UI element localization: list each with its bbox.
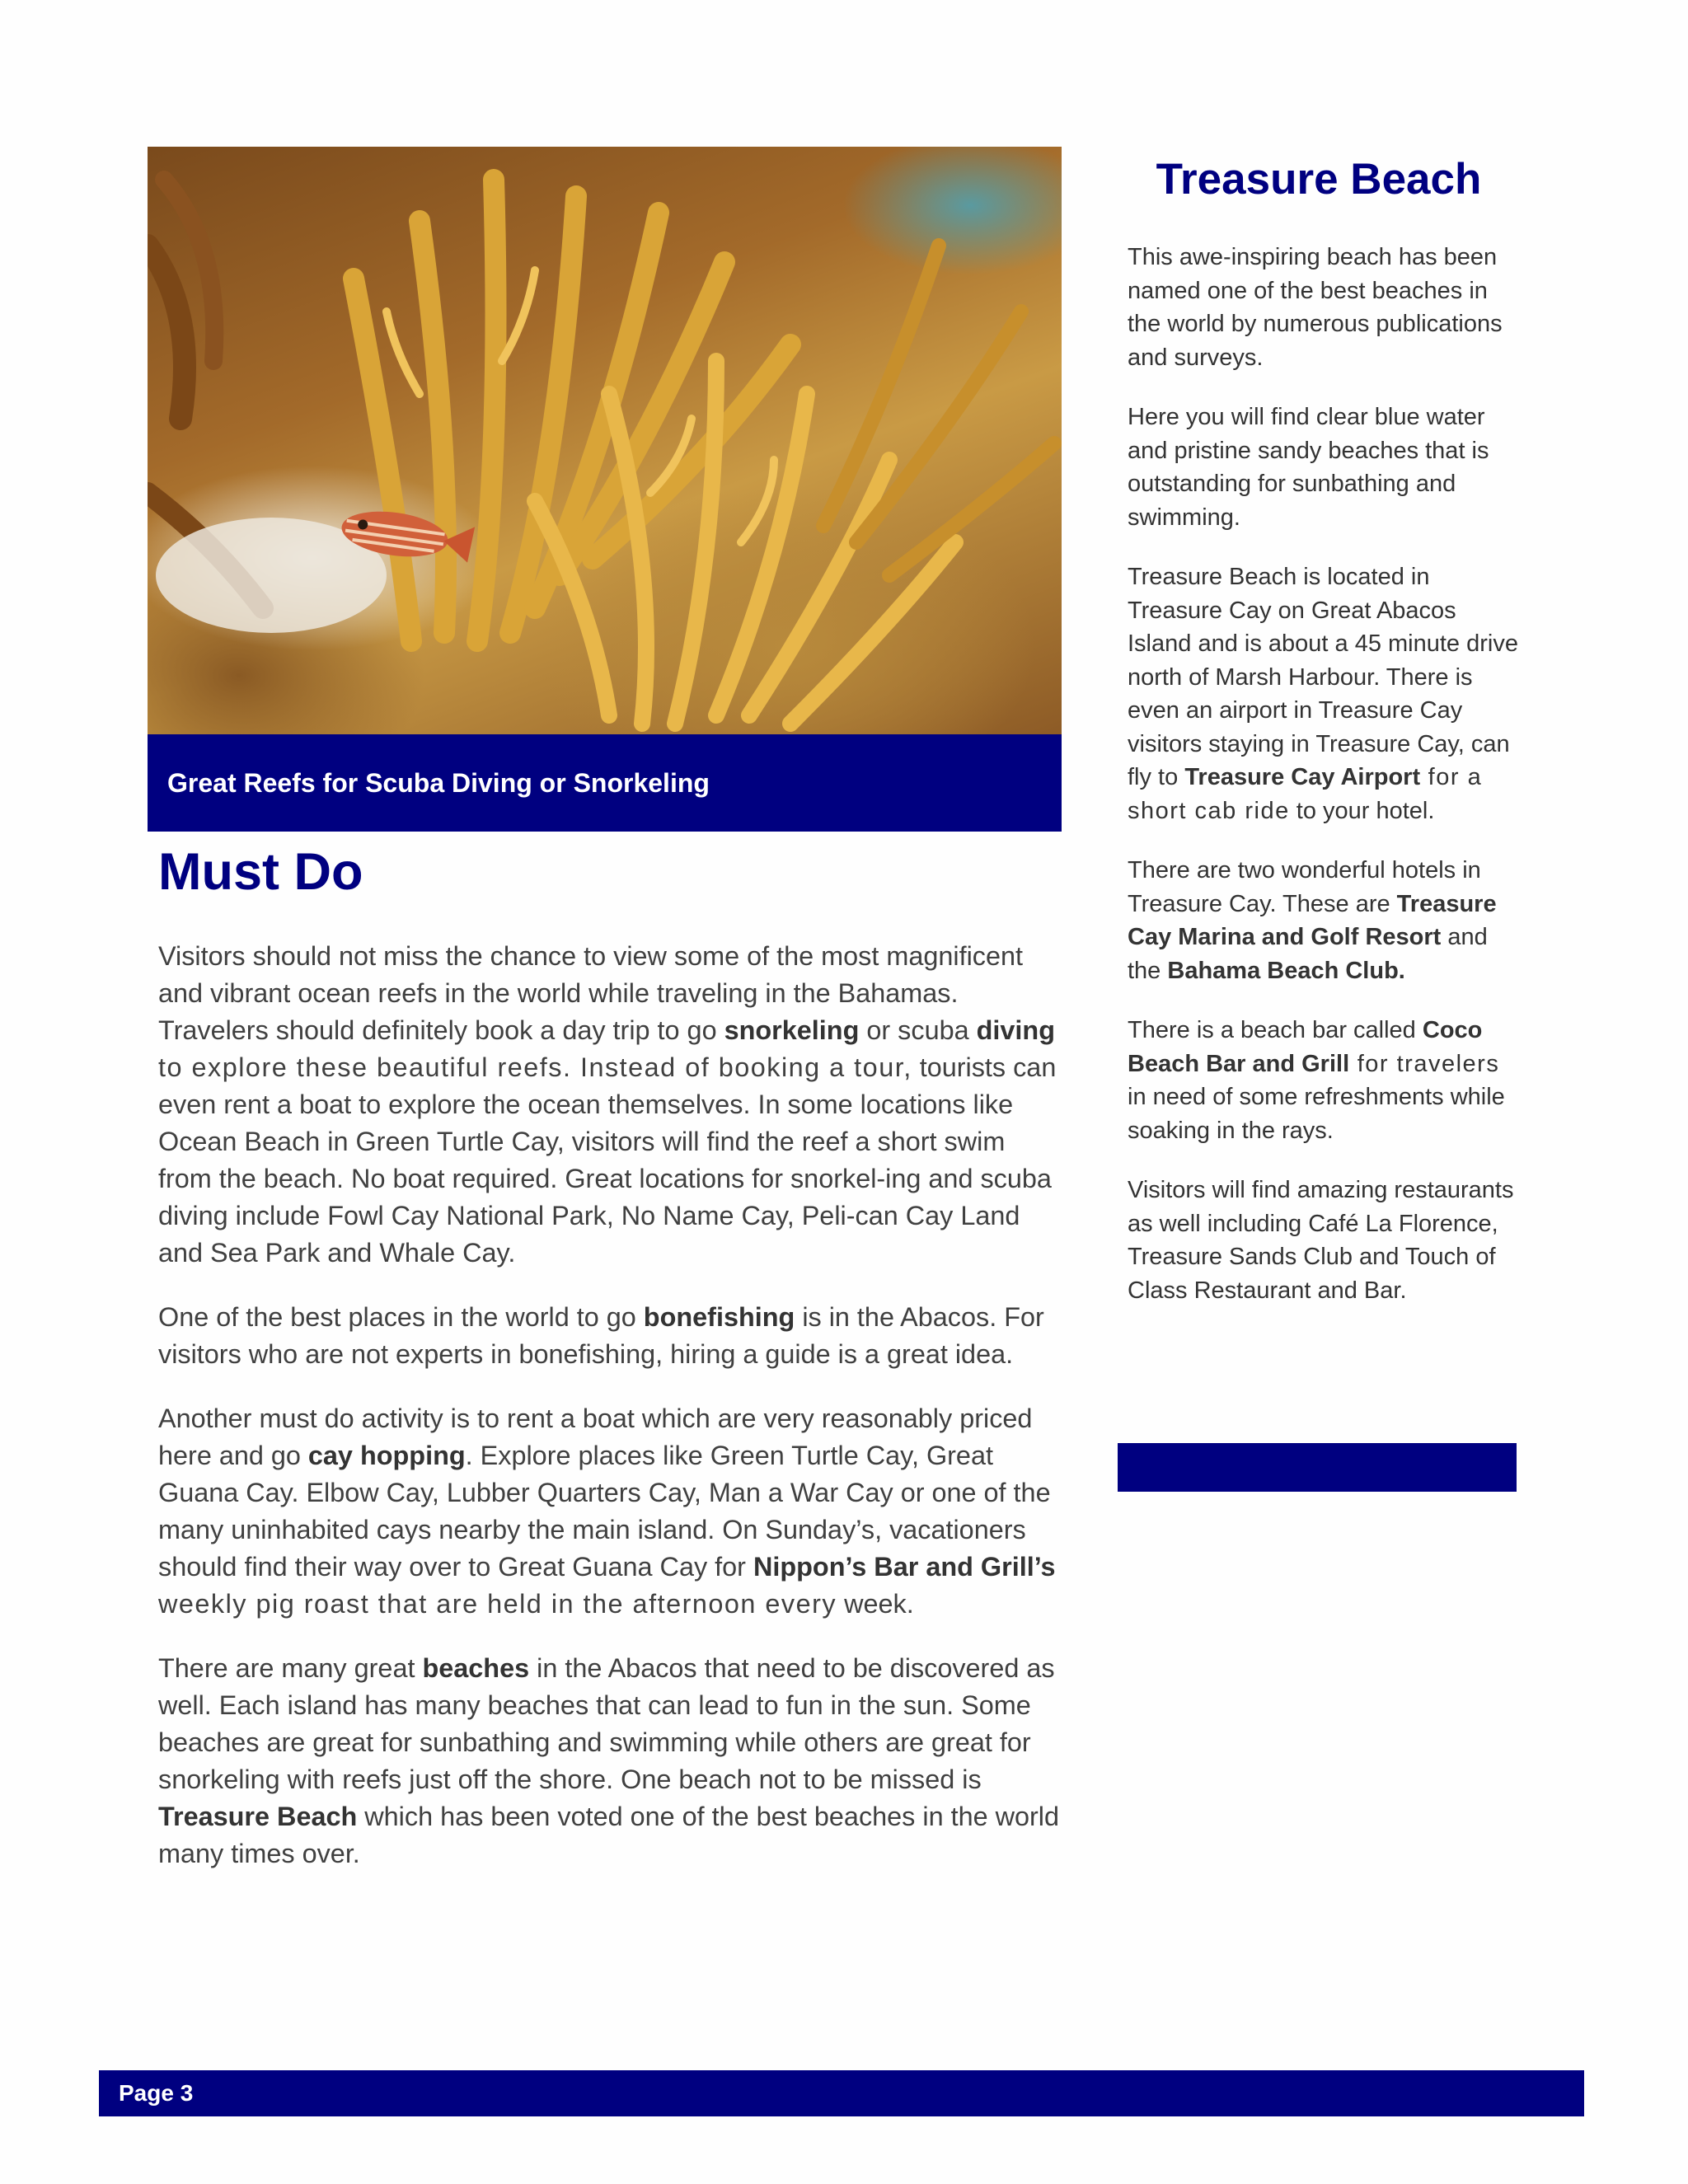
main-heading: Must Do: [158, 843, 363, 901]
main-article: [158, 938, 1065, 1900]
sidebar-heading: Treasure Beach: [1156, 155, 1482, 204]
paragraph-bonefishing: One of the best places in the world to go bonefishing is in the Abacos. For visitors who are not experts in bonefishing, hiring a guide is a great idea.: [158, 1302, 1044, 1369]
sidebar-paragraph-location: Treasure Beach is located in Treasure Cay on Great Abacos Island and is about a 45 minute drive north of Marsh Harbour. There is even an airport in Treasure Cay visitors staying in Treasure Cay, can fly to Treasure Cay Airport for a short cab ride to your hotel.: [1128, 564, 1518, 824]
bonefishing-bold: bonefishing: [643, 1302, 795, 1332]
sidebar-paragraph-restaurants: Visitors will find amazing restaurants as well including Café La Florence, Treasure Sands Club and Touch of Class Restaurant and Bar.: [1128, 1177, 1514, 1304]
paragraph-snorkeling: Visitors should not miss the chance to view some of the most magnificent and vibrant ocean reefs in the world while traveling in the Bahamas. Travelers should definitely book a day trip to go snorkeling or scuba diving to explore these beautiful reefs. Instead of booking a tour, tourists can even rent a boat to explore the ocean themselves. In some locations like Ocean Beach in Green Turtle Cay, visitors will find the reef a short swim from the beach. No boat required. Great locations for snorkel-ing and scuba diving include Fowl Cay National Park, No Name Cay, Peli-can Cay Land and Sea Park and Whale Cay.: [158, 941, 1057, 1268]
footer-bar: [99, 2070, 1584, 2116]
beaches-bold: beaches: [422, 1653, 530, 1683]
reef-illustration: [148, 147, 1062, 734]
coco-bar-bold: Coco Beach Bar and Grill: [1128, 1017, 1483, 1077]
cay-hopping-bold: cay hopping: [307, 1441, 466, 1470]
page-number: Page 3: [119, 2080, 194, 2106]
treasure-beach-bold: Treasure Beach: [158, 1802, 358, 1831]
airport-bold: Treasure Cay Airport: [1184, 764, 1421, 790]
sidebar-paragraph-bar: There is a beach bar called Coco Beach Bar and Grill for travelers in need of some refreshments while soaking in the rays.: [1128, 1017, 1505, 1144]
photo-caption: Great Reefs for Scuba Diving or Snorkeling: [167, 768, 710, 798]
paragraph-beaches: There are many great beaches in the Abacos that need to be discovered as well. Each island has many beaches that can lead to fun in the sun. Some beaches are great for sunbathing and swimming while others are great for snorkeling with reefs just off the shore. One beach not to be missed is Treasure Beach which has been voted one of the best beaches in the world many times over.: [158, 1653, 1060, 1868]
diving-bold: diving: [976, 1015, 1055, 1045]
snorkeling-bold: snorkeling: [724, 1015, 860, 1045]
beach-club-bold: Bahama Beach Club.: [1167, 957, 1405, 984]
photo-caption-bar: [148, 734, 1062, 832]
sidebar-decor-bar: [1118, 1443, 1517, 1492]
sidebar-paragraph-hotels: There are two wonderful hotels in Treasure Cay. These are Treasure Cay Marina and Golf Resort and the Bahama Beach Club.: [1128, 857, 1497, 984]
sidebar-paragraph: Here you will find clear blue water and pristine sandy beaches that is outstanding for sunbathing and swimming.: [1128, 404, 1489, 531]
marina-bold: Treasure Cay Marina and Golf Resort: [1128, 890, 1497, 950]
sidebar-article: [1128, 241, 1523, 1333]
paragraph-cay-hopping: Another must do activity is to rent a boat which are very reasonably priced here and go cay hopping. Explore places like Green Turtle Cay, Great Guana Cay. Elbow Cay, Lubber Quarters Cay, Man a War Cay or one of the many uninhabited cays nearby the main island. On Sunday’s, vacationers should find their way over to Great Guana Cay for Nippon’s Bar and Grill’s weekly pig roast that are held in the afternoon every week.: [158, 1404, 1056, 1619]
sidebar-paragraph: This awe-inspiring beach has been named one of the best beaches in the world by numerous publications and surveys.: [1128, 244, 1503, 371]
nippons-bold: Nippon’s Bar and Grill’s: [753, 1552, 1056, 1582]
reef-photo: [148, 147, 1062, 734]
